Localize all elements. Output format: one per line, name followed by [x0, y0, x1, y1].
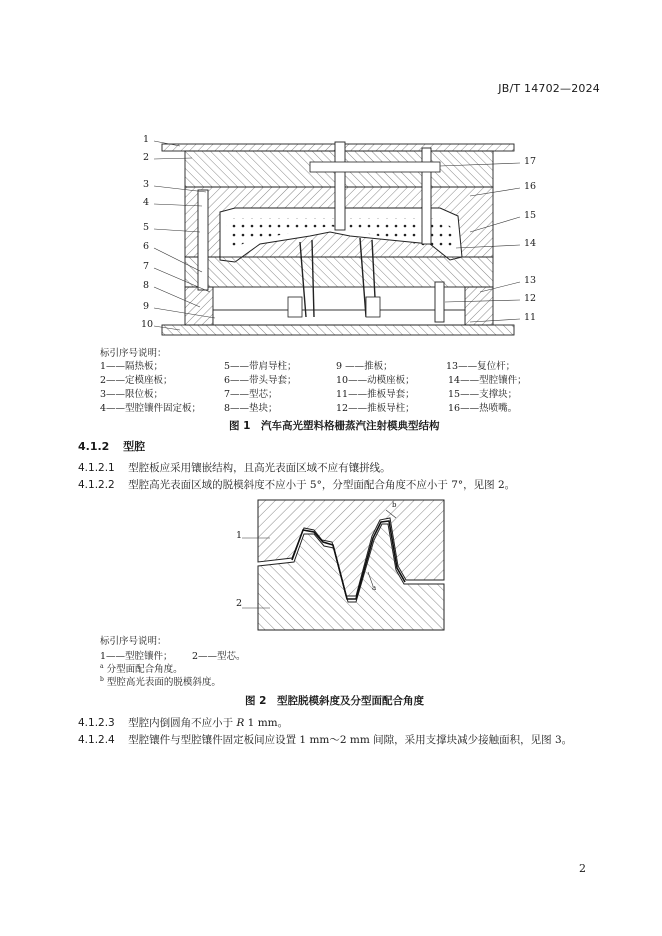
fig1-callout: 2: [143, 152, 150, 163]
section-heading: [78, 438, 145, 454]
fig1-callout: 15: [524, 210, 537, 221]
guide-pillar-left: [198, 190, 208, 290]
figure1-caption: 图 1 汽车高光塑料格栅蒸汽注射模典型结构: [229, 420, 440, 432]
fig1-legend-item: 9 ——推板；: [336, 361, 393, 372]
fig1-legend-item: 6——带头导套；: [224, 375, 297, 386]
fig1-legend-title: 标引序号说明：: [100, 348, 167, 359]
fig1-legend-item: 1——隔热板；: [100, 361, 164, 372]
fig1-legend-item: 8——垫块；: [224, 403, 278, 414]
guide-pillar-right: [435, 282, 444, 322]
clause-text-before: 型腔内倒圆角不应小于: [128, 717, 237, 729]
fig1-legend-item: 11——推板导套；: [336, 389, 415, 400]
clause-text-after: 1 mm。: [244, 717, 289, 729]
fig2-note: [100, 661, 183, 675]
fig1-callout: 9: [143, 301, 150, 312]
clause-4-1-2-4: [78, 732, 572, 747]
ejector-plate: [213, 310, 465, 325]
fig1-callout: 1: [143, 134, 150, 145]
fig1-legend-item: 16——热喷嘴。: [448, 403, 518, 414]
clause-text: [128, 717, 288, 729]
figure1-drawing: [140, 132, 550, 344]
figure2-drawing: [230, 496, 450, 632]
fig1-callout: 11: [524, 312, 537, 323]
note-mark: a: [100, 662, 104, 670]
spacer-right: [465, 287, 493, 325]
clause-4-1-2-3: [78, 715, 288, 730]
clause-4-1-2-2: [78, 477, 515, 492]
moving-plate: [185, 257, 493, 287]
clause-number: 4.1.2.3: [78, 717, 115, 729]
fig2-angle-mark: a: [372, 584, 377, 592]
page-number: 2: [579, 862, 586, 875]
fig1-callout: 12: [524, 293, 537, 304]
note-text: 型腔高光表面的脱模斜度。: [106, 677, 221, 688]
clause-text: 型腔高光表面区域的脱模斜度不应小于 5°，分型面配合角度不应小于 7°，见图 2。: [128, 479, 516, 491]
fig1-legend-item: 3——限位板；: [100, 389, 164, 400]
clause-number: 4.1.2.4: [78, 734, 115, 746]
clause-4-1-2-1: [78, 460, 391, 475]
fig2-legend-title: 标引序号说明：: [100, 636, 167, 647]
clause-text: 型腔板应采用镶嵌结构，且高光表面区域不应有镶拼线。: [128, 462, 391, 474]
fig1-callout: 17: [524, 156, 537, 167]
figure2-caption: 图 2 型腔脱模斜度及分型面配合角度: [245, 695, 424, 707]
fig1-legend-item: 10——动模座板；: [336, 375, 415, 386]
section-number: 4.1.2: [78, 440, 110, 453]
fig1-legend-item: 15——支撑块；: [448, 389, 518, 400]
fig1-legend-item: 5——带肩导柱；: [224, 361, 297, 372]
fig1-callout: 6: [143, 241, 150, 252]
fig1-legend-item: 14——型腔镶件；: [448, 375, 527, 386]
fig1-legend-item: 13——复位杆；: [446, 361, 516, 372]
fig2-callout: 2: [236, 598, 243, 609]
fig2-angle-mark: b: [392, 501, 397, 509]
fig2-callout: 1: [236, 530, 243, 541]
fig1-callout: 8: [143, 280, 150, 291]
radius-symbol: R: [236, 717, 245, 729]
note-text: 分型面配合角度。: [106, 664, 183, 675]
moving-clamping-plate: [162, 325, 514, 335]
note-mark: b: [100, 675, 104, 683]
fig1-callout: 5: [143, 222, 150, 233]
spacer-left: [185, 287, 213, 325]
hot-nozzle-center: [335, 142, 345, 230]
clause-number: 4.1.2.1: [78, 462, 115, 474]
clause-number: 4.1.2.2: [78, 479, 115, 491]
section-title: 型腔: [123, 440, 146, 453]
fig1-callout: 10: [141, 319, 154, 330]
fig1-callout: 4: [143, 197, 150, 208]
fig2-note: [100, 674, 221, 688]
fig1-callout: 13: [524, 275, 537, 286]
fig1-callout: 7: [143, 261, 150, 272]
fig1-legend-item: 4——型腔镶件固定板；: [100, 403, 202, 414]
standard-number: JB/T 14702—2024: [498, 82, 600, 95]
fig1-callout: 3: [143, 179, 150, 190]
fig2-legend-item: 2——型芯。: [192, 651, 246, 662]
fig2-legend-item: 1——型腔镶件；: [100, 651, 173, 662]
fig1-callout: 14: [524, 238, 537, 249]
fig1-legend-item: 7——型芯；: [224, 389, 278, 400]
clause-text: 型腔镶件与型腔镶件固定板间应设置 1 mm～2 mm 间隙，采用支撑块减少接触面积，见图 3。: [128, 734, 573, 746]
fig1-legend-item: 2——定模座板；: [100, 375, 173, 386]
fig1-callout: 16: [524, 181, 537, 192]
fig1-legend-item: 12——推板导柱；: [336, 403, 415, 414]
